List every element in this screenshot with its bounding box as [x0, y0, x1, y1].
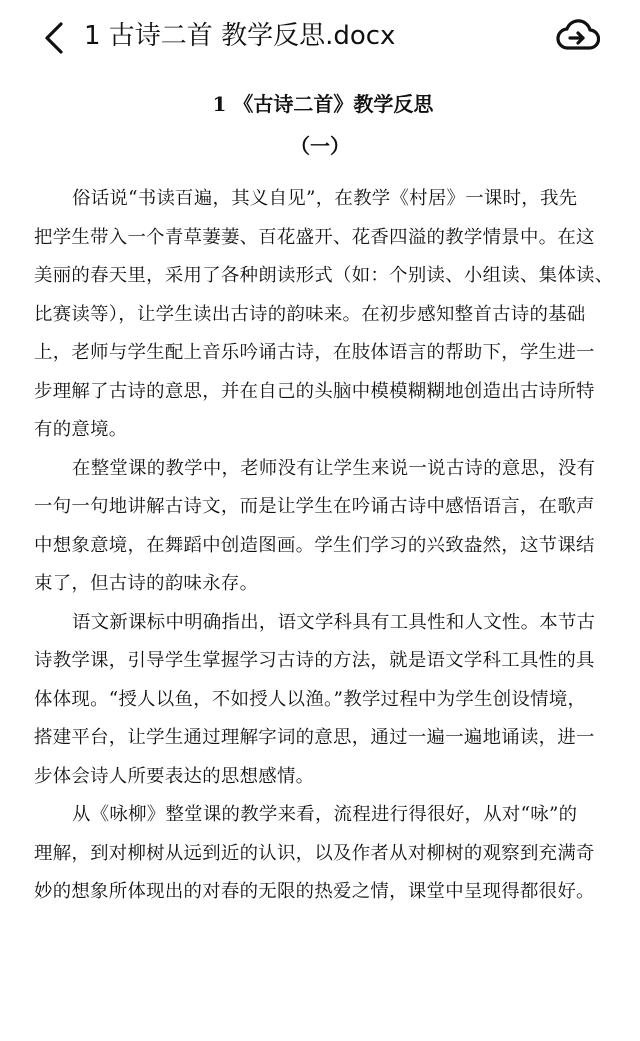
paragraph-line: 体体现。“授人以鱼，不如授人以渔。”教学过程中为学生创设情境，: [34, 688, 587, 710]
paragraph-line: 上，老师与学生配上音乐吟诵古诗，在肢体语言的帮助下，学生进一: [34, 342, 595, 363]
document-title: 1 《古诗二首》教学反思: [212, 92, 434, 116]
paragraph-line: 俗话说“书读百遍，其义自见”，在教学《村居》一课时，我先: [72, 188, 578, 209]
paragraph-4: [0, 796, 640, 912]
paragraph-line: 一句一句地讲解古诗文，而是让学生在吟诵古诗中感悟语言，在歌声: [34, 496, 595, 517]
paragraph-line: 诗教学课，引导学生掌握学习古诗的方法，就是语文学科工具性的具: [34, 650, 595, 671]
paragraph-line: 有的意境。: [34, 419, 128, 440]
document-body: [0, 80, 640, 912]
top-bar: [0, 0, 640, 76]
document-subtitle: （一）: [290, 134, 350, 158]
paragraph-1: [0, 180, 640, 450]
back-button[interactable]: [34, 18, 74, 58]
paragraph-line: 中想象意境，在舞蹈中创造图画。学生们学习的兴致盎然，这节课结: [34, 534, 595, 556]
paragraph-line: 搭建平台，让学生通过理解字词的意思，通过一遍一遍地诵读，进一: [34, 727, 595, 748]
paragraph-line: 美丽的春天里，采用了各种朗读形式（如：个别读、小组读、集体读、: [34, 265, 614, 286]
paragraph-2: [0, 450, 640, 604]
paragraph-line: 束了，但古诗的韵味永存。: [34, 573, 259, 594]
chevron-left-icon: [42, 21, 66, 55]
cloud-upload-button[interactable]: [556, 16, 600, 56]
paragraph-3: [0, 604, 640, 797]
paragraph-line: 步理解了古诗的意思，并在自己的头脑中模模糊糊地创造出古诗所特: [34, 380, 595, 402]
paragraph-line: 在整堂课的教学中，老师没有让学生来说一说古诗的意思，没有: [72, 457, 596, 479]
paragraph-line: 语文新课标中明确指出，语文学科具有工具性和人文性。本节古: [72, 611, 596, 633]
cloud-upload-icon: [556, 18, 600, 54]
paragraph-line: 妙的想象所体现出的对春的无限的热爱之情，课堂中呈现得都很好。: [34, 881, 595, 902]
paragraph-line: 把学生带入一个青草萋萋、百花盛开、花香四溢的教学情景中。在这: [34, 226, 595, 248]
paragraph-line: 步体会诗人所要表达的思想感情。: [34, 765, 315, 787]
file-title: 1 古诗二首 教学反思.docx: [84, 21, 396, 51]
paragraph-line: 从《咏柳》整堂课的教学来看，流程进行得很好，从对“咏”的: [72, 804, 578, 825]
paragraph-line: 比赛读等），让学生读出古诗的韵味来。在初步感知整首古诗的基础: [34, 303, 586, 325]
paragraph-line: 理解，到对柳树从远到近的认识，以及作者从对柳树的观察到充满奇: [34, 842, 595, 864]
